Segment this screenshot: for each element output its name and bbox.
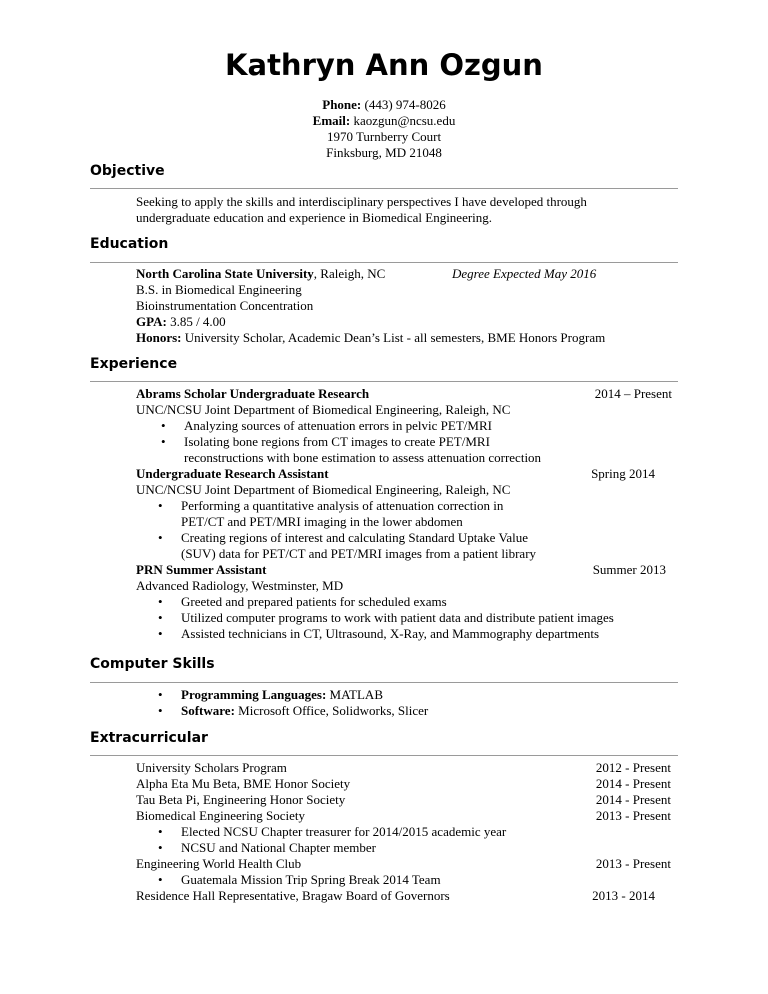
activity-name: University Scholars Program <box>136 760 287 775</box>
skill-value: Microsoft Office, Solidworks, Slicer <box>234 703 429 718</box>
section-title-extracurricular: Extracurricular <box>90 730 208 746</box>
skill-item <box>181 703 428 719</box>
bullet-icon: • <box>158 840 163 855</box>
activity-name: Biomedical Engineering Society <box>136 808 305 823</box>
gpa-label: GPA: <box>136 314 167 329</box>
activity-dates: 2014 - Present <box>595 792 671 807</box>
list-item <box>136 418 681 434</box>
education-school-line <box>136 266 681 282</box>
experience-block <box>136 386 681 642</box>
skill-label: Programming Languages: <box>181 687 327 702</box>
job-title-line <box>136 466 681 482</box>
activity-row <box>136 888 681 904</box>
activity-row <box>136 856 681 872</box>
job-title-line <box>136 386 681 402</box>
activity-dates: 2013 - Present <box>595 808 671 823</box>
list-item <box>136 872 681 888</box>
objective-line: undergraduate education and experience in Biomedical Engineering. <box>136 210 493 225</box>
activity-dates: 2014 - Present <box>595 776 671 791</box>
job-bullet: Performing a quantitative analysis of attenuation correction in <box>181 498 504 513</box>
degree: B.S. in Biomedical Engineering <box>136 282 302 297</box>
list-item-continuation <box>136 546 681 562</box>
job-title-line <box>136 562 681 578</box>
extracurricular-block <box>136 760 681 904</box>
phone-line <box>0 97 768 113</box>
job-org: Advanced Radiology, Westminster, MD <box>136 578 344 593</box>
skill-value: MATLAB <box>326 687 383 702</box>
job-dates: Spring 2014 <box>591 466 655 481</box>
resume-name: Kathryn Ann Ozgun <box>225 48 543 82</box>
list-item <box>136 626 681 642</box>
list-item <box>136 703 681 719</box>
activity-name: Alpha Eta Mu Beta, BME Honor Society <box>136 776 351 791</box>
section-divider <box>90 188 678 189</box>
job-org: UNC/NCSU Joint Department of Biomedical Engineering, Raleigh, NC <box>136 402 511 417</box>
skill-item <box>181 687 383 703</box>
gpa-line <box>136 314 681 330</box>
bullet-icon: • <box>158 687 163 702</box>
activity-bullet: NCSU and National Chapter member <box>181 840 376 855</box>
honors-label: Honors: <box>136 330 182 345</box>
bullet-icon: • <box>158 626 163 641</box>
list-item <box>136 594 681 610</box>
skill-label: Software: <box>181 703 235 718</box>
honors-value: University Scholar, Academic Dean’s List - all semesters, BME Honors Program <box>184 330 606 345</box>
job-title: PRN Summer Assistant <box>136 562 267 577</box>
bullet-icon: • <box>161 434 166 449</box>
section-title-computer-skills: Computer Skills <box>90 656 215 672</box>
activity-name: Engineering World Health Club <box>136 856 302 871</box>
section-title-objective: Objective <box>90 163 165 179</box>
list-item-continuation <box>136 514 681 530</box>
email-label: Email: <box>312 113 351 128</box>
section-title-experience: Experience <box>90 356 178 372</box>
activity-row <box>136 792 681 808</box>
job-bullet: Analyzing sources of attenuation errors in pelvic PET/MRI <box>184 418 492 433</box>
list-item <box>136 610 681 626</box>
activity-name: Tau Beta Pi, Engineering Honor Society <box>136 792 346 807</box>
email-value: kaozgun@ncsu.edu <box>353 113 456 128</box>
job-bullet: Isolating bone regions from CT images to create PET/MRI <box>184 434 490 449</box>
gpa-value: 3.85 / 4.00 <box>170 314 226 329</box>
job-title: Abrams Scholar Undergraduate Research <box>136 386 370 401</box>
bullet-icon: • <box>158 594 163 609</box>
skills-block <box>136 687 681 719</box>
activity-bullet: Guatemala Mission Trip Spring Break 2014 Team <box>181 872 441 887</box>
activity-dates: 2013 - 2014 <box>592 888 655 903</box>
job-org: UNC/NCSU Joint Department of Biomedical Engineering, Raleigh, NC <box>136 482 511 497</box>
job-title: Undergraduate Research Assistant <box>136 466 329 481</box>
address-line-1: 1970 Turnberry Court <box>326 129 442 144</box>
activity-row <box>136 808 681 824</box>
job-dates: 2014 – Present <box>594 386 672 401</box>
activity-bullet: Elected NCSU Chapter treasurer for 2014/2015 academic year <box>181 824 507 839</box>
job-bullet: Assisted technicians in CT, Ultrasound, X-Ray, and Mammography departments <box>181 626 600 641</box>
activity-name: Residence Hall Representative, Bragaw Board of Governors <box>136 888 450 903</box>
job-bullet: Creating regions of interest and calculating Standard Uptake Value <box>181 530 529 545</box>
school-location: , Raleigh, NC <box>313 266 386 281</box>
phone-label: Phone: <box>322 97 362 112</box>
section-divider <box>90 262 678 263</box>
job-bullet-cont: PET/CT and PET/MRI imaging in the lower abdomen <box>181 514 463 529</box>
section-divider <box>90 381 678 382</box>
objective-line: Seeking to apply the skills and interdisciplinary perspectives I have developed through <box>136 194 587 209</box>
contact-block <box>0 97 768 161</box>
section-divider <box>90 682 678 683</box>
list-item <box>136 840 681 856</box>
list-item-continuation <box>136 450 681 466</box>
activity-row <box>136 760 681 776</box>
activity-row <box>136 776 681 792</box>
degree-expected: Degree Expected May 2016 <box>452 266 597 281</box>
bullet-icon: • <box>161 418 166 433</box>
activity-dates: 2012 - Present <box>595 760 671 775</box>
phone-value: (443) 974-8026 <box>364 97 446 112</box>
bullet-icon: • <box>158 610 163 625</box>
job-dates: Summer 2013 <box>592 562 666 577</box>
job-bullet-cont: reconstructions with bone estimation to assess attenuation correction <box>184 450 542 465</box>
job-bullet: Greeted and prepared patients for scheduled exams <box>181 594 447 609</box>
section-title-education: Education <box>90 236 169 252</box>
list-item <box>136 498 681 514</box>
list-item <box>136 530 681 546</box>
activity-dates: 2013 - Present <box>595 856 671 871</box>
bullet-icon: • <box>158 824 163 839</box>
address-line-2: Finksburg, MD 21048 <box>326 145 442 160</box>
bullet-icon: • <box>158 872 163 887</box>
section-divider <box>90 755 678 756</box>
bullet-icon: • <box>158 498 163 513</box>
list-item <box>136 434 681 450</box>
job-bullet: Utilized computer programs to work with patient data and distribute patient images <box>181 610 614 625</box>
education-block <box>136 266 681 346</box>
bullet-icon: • <box>158 530 163 545</box>
bullet-icon: • <box>158 703 163 718</box>
school-name: North Carolina State University <box>136 266 314 281</box>
objective-text <box>136 194 681 226</box>
list-item <box>136 824 681 840</box>
email-line <box>0 113 768 129</box>
concentration: Bioinstrumentation Concentration <box>136 298 314 313</box>
job-bullet-cont: (SUV) data for PET/CT and PET/MRI images from a patient library <box>181 546 537 561</box>
honors-line <box>136 330 681 346</box>
list-item <box>136 687 681 703</box>
